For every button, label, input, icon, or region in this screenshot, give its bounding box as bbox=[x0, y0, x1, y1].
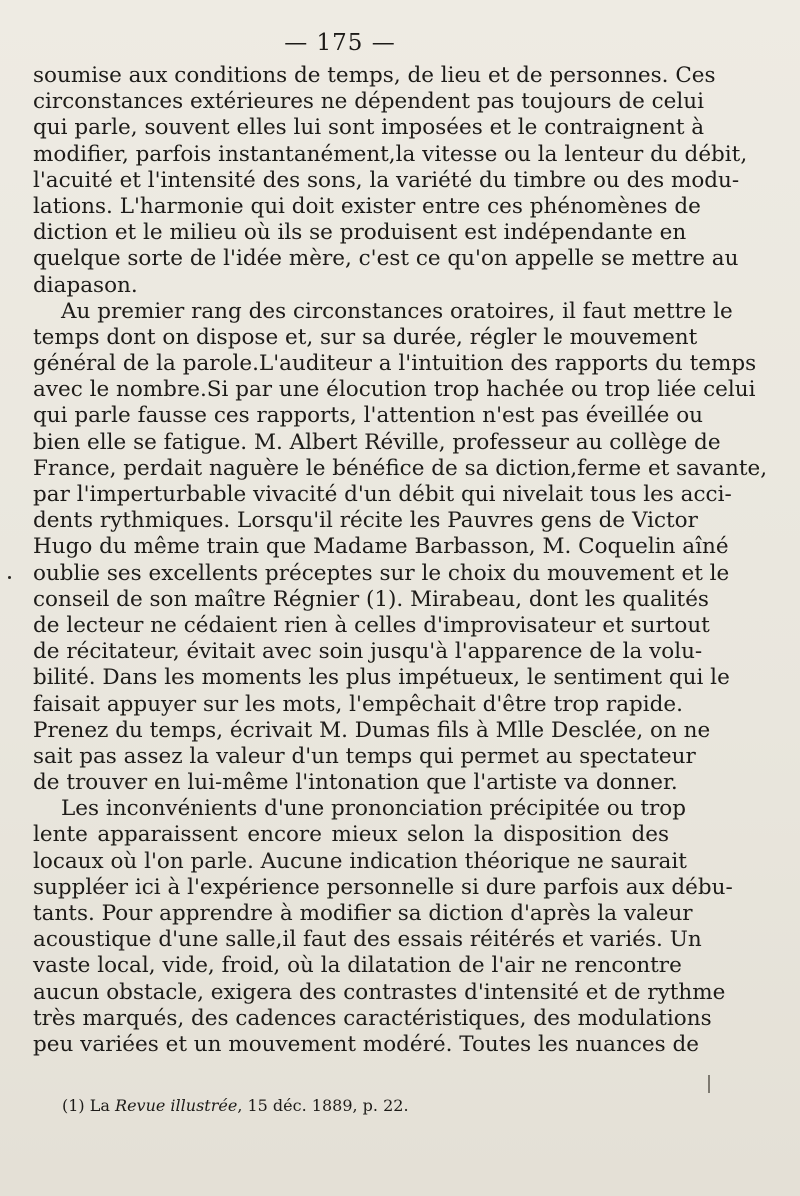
text-line: peu variées et un mouvement modéré. Toutes les nuances de bbox=[33, 1031, 699, 1057]
text-line: acoustique d'une salle,il faut des essais réitérés et variés. Un bbox=[33, 927, 702, 953]
text-line: diction et le milieu où ils se produisent est indépendante en bbox=[33, 220, 687, 246]
text-line: modifier, parfois instantanément,la vitesse ou la lenteur du débit, bbox=[33, 141, 748, 167]
text-line: sait pas assez la valeur d'un temps qui permet au spectateur bbox=[33, 743, 696, 769]
text-line: de trouver en lui-même l'intonation que l'artiste va donner. bbox=[33, 770, 678, 796]
footnote bbox=[62, 1096, 409, 1115]
text-line: bien elle se fatigue. M. Albert Réville, professeur au collège de bbox=[33, 429, 721, 455]
text-line: faisait appuyer sur les mots, l'empêchait d'être trop rapide. bbox=[33, 691, 683, 717]
text-line: par l'imperturbable vivacité d'un débit qui nivelait tous les acci- bbox=[33, 482, 732, 507]
text-line: Prenez du temps, écrivait M. Dumas fils à Mlle Desclée, on ne bbox=[33, 717, 711, 743]
text-line: quelque sorte de l'idée mère, c'est ce qu'on appelle se mettre au bbox=[33, 246, 739, 272]
text-line: bilité. Dans les moments les plus impétueux, le sentiment qui le bbox=[33, 665, 730, 691]
text-line: de lecteur ne cédaient rien à celles d'improvisateur et surtout bbox=[33, 612, 710, 638]
text-line: qui parle fausse ces rapports, l'attention n'est pas éveillée ou bbox=[33, 403, 704, 429]
text-line: circonstances extérieures ne dépendent pas toujours de celui bbox=[33, 89, 705, 115]
text-line: qui parle, souvent elles lui sont imposées et le contraignent à bbox=[33, 115, 705, 141]
footnote-reference: , 15 déc. 1889, p. 22. bbox=[237, 1096, 409, 1115]
text-line: Les inconvénients d'une prononciation précipitée ou trop bbox=[61, 796, 687, 822]
text-line: vaste local, vide, froid, où la dilatation de l'air ne rencontre bbox=[33, 953, 682, 979]
text-line: lente apparaissent encore mieux selon la disposition des bbox=[33, 822, 669, 848]
text-line: de récitateur, évitait avec soin jusqu'à l'apparence de la volu- bbox=[33, 639, 703, 665]
text-line: Hugo du même train que Madame Barbasson, M. Coquelin aîné bbox=[33, 534, 729, 560]
footnote-marker: (1) La bbox=[62, 1096, 110, 1115]
text-line: conseil de son maître Régnier (1). Mirabeau, dont les qualités bbox=[33, 586, 709, 612]
text-line: France, perdait naguère le bénéfice de sa diction,ferme et savante, bbox=[33, 455, 768, 481]
footnote-title: Revue illustrée bbox=[115, 1096, 238, 1115]
text-line: Au premier rang des circonstances oratoires, il faut mettre le bbox=[61, 298, 733, 324]
text-line: lations. L'harmonie qui doit exister entre ces phénomènes de bbox=[33, 193, 701, 219]
edge-mark bbox=[708, 1075, 710, 1093]
text-line: dents rythmiques. Lorsqu'il récite les Pauvres gens de Victor bbox=[33, 508, 698, 534]
text-line: locaux où l'on parle. Aucune indication théorique ne saurait bbox=[33, 848, 687, 874]
text-line: aucun obstacle, exigera des contrastes d'intensité et de rythme bbox=[33, 979, 726, 1005]
text-line: l'acuité et l'intensité des sons, la variété du timbre ou des modu- bbox=[33, 167, 740, 193]
text-line: oublie ses excellents préceptes sur le choix du mouvement et le bbox=[33, 560, 730, 586]
text-line: diapason. bbox=[33, 272, 138, 298]
text-line: soumise aux conditions de temps, de lieu et de personnes. Ces bbox=[33, 63, 716, 88]
text-line: suppléer ici à l'expérience personnelle si dure parfois aux débu- bbox=[33, 874, 733, 900]
text-line: tants. Pour apprendre à modifier sa diction d'après la valeur bbox=[33, 901, 693, 926]
text-line: général de la parole.L'auditeur a l'intuition des rapports du temps bbox=[33, 351, 757, 377]
page-number: — 175 — bbox=[284, 30, 396, 56]
text-line: très marqués, des cadences caractéristiques, des modulations bbox=[33, 1005, 712, 1031]
ink-speck bbox=[8, 576, 11, 579]
text-line: temps dont on dispose et, sur sa durée, régler le mouvement bbox=[33, 324, 698, 350]
body-text bbox=[33, 63, 768, 1058]
text-line: avec le nombre.Si par une élocution trop hachée ou trop liée celui bbox=[33, 377, 756, 403]
